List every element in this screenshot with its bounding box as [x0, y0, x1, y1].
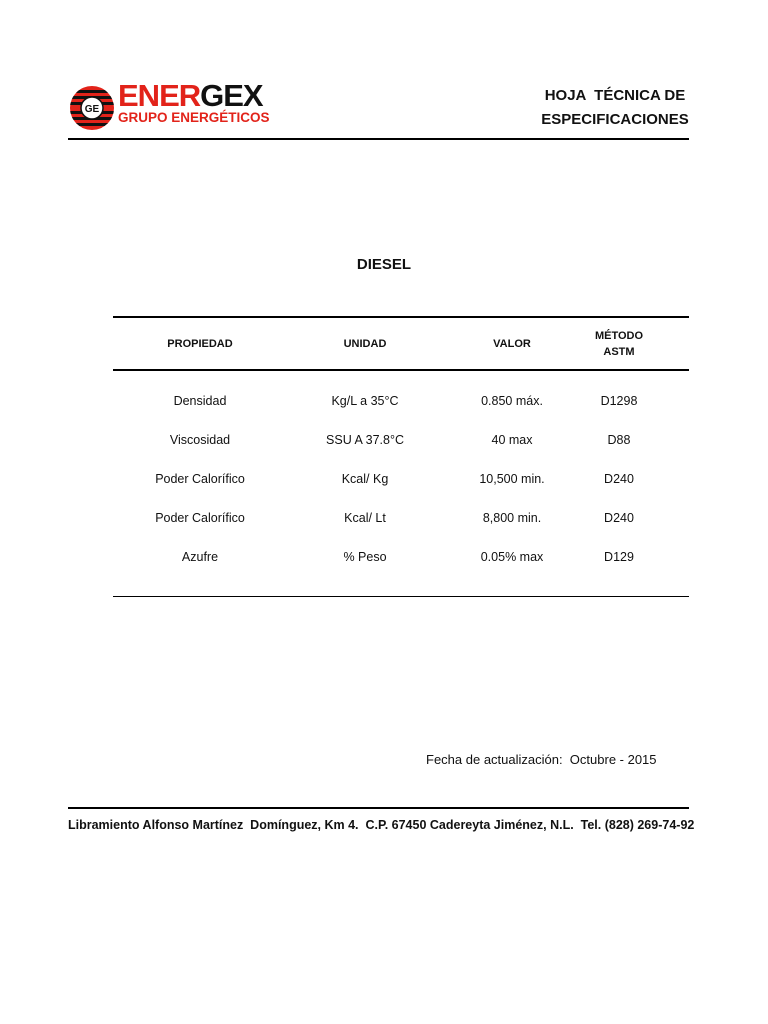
product-name: DIESEL — [356, 256, 412, 273]
cell-value: 0.05% max — [480, 549, 544, 564]
company-logo — [68, 76, 278, 142]
cell-value: 8,800 min. — [482, 510, 542, 525]
cell-method: D240 — [604, 510, 634, 525]
header-value: VALOR — [493, 337, 531, 350]
table-row — [113, 459, 689, 498]
logo-emblem-text: GE — [84, 104, 100, 115]
footer-address: Libramiento Alfonso Martínez Domínguez, Km 4. C.P. 67450 Cadereyta Jiménez, N.L. Tel. (828) 269-74-92 — [68, 818, 695, 832]
cell-unit: SSU A 37.8°C — [326, 432, 404, 447]
table-row — [113, 420, 689, 459]
table-row — [113, 498, 689, 537]
cell-property: Azufre — [181, 549, 219, 564]
cell-value: 0.850 máx. — [481, 393, 543, 408]
logo-brand-part1: ENER — [118, 78, 201, 113]
header-method — [581, 328, 657, 360]
logo-emblem-icon — [68, 86, 116, 130]
document-title — [540, 84, 690, 132]
document-title-line1: HOJA TÉCNICA DE — [544, 87, 686, 104]
document-title-line2: ESPECIFICACIONES — [541, 111, 689, 128]
cell-value: 40 max — [491, 432, 533, 447]
table-body — [113, 371, 689, 596]
table-header-row — [113, 318, 689, 369]
cell-method: D129 — [604, 549, 634, 564]
cell-property: Poder Calorífico — [155, 471, 245, 486]
cell-property: Viscosidad — [169, 432, 231, 447]
cell-unit: Kcal/ Lt — [344, 510, 386, 525]
update-date: Fecha de actualización: Octubre - 2015 — [426, 752, 657, 767]
logo-tagline: GRUPO ENERGÉTICOS — [118, 110, 270, 125]
cell-method: D1298 — [600, 393, 638, 408]
header-method-line1: MÉTODO — [594, 329, 644, 342]
cell-property: Poder Calorífico — [155, 510, 245, 525]
table-row — [113, 537, 689, 576]
footer-divider — [68, 807, 689, 809]
logo-brand-part2: GEX — [200, 78, 263, 113]
header-property: PROPIEDAD — [167, 337, 233, 350]
cell-method: D88 — [607, 432, 631, 447]
header-divider — [68, 138, 689, 140]
table-row — [113, 381, 689, 420]
header-unit: UNIDAD — [343, 337, 387, 350]
header-method-line2: ASTM — [603, 345, 635, 358]
cell-method: D240 — [604, 471, 634, 486]
cell-property: Densidad — [173, 393, 227, 408]
spec-table — [113, 316, 689, 597]
logo-wordmark — [118, 78, 264, 113]
cell-value: 10,500 min. — [479, 471, 545, 486]
cell-unit: Kcal/ Kg — [341, 471, 389, 486]
cell-unit: Kg/L a 35°C — [331, 393, 399, 408]
cell-unit: % Peso — [343, 549, 387, 564]
table-bottom-rule — [113, 596, 689, 597]
